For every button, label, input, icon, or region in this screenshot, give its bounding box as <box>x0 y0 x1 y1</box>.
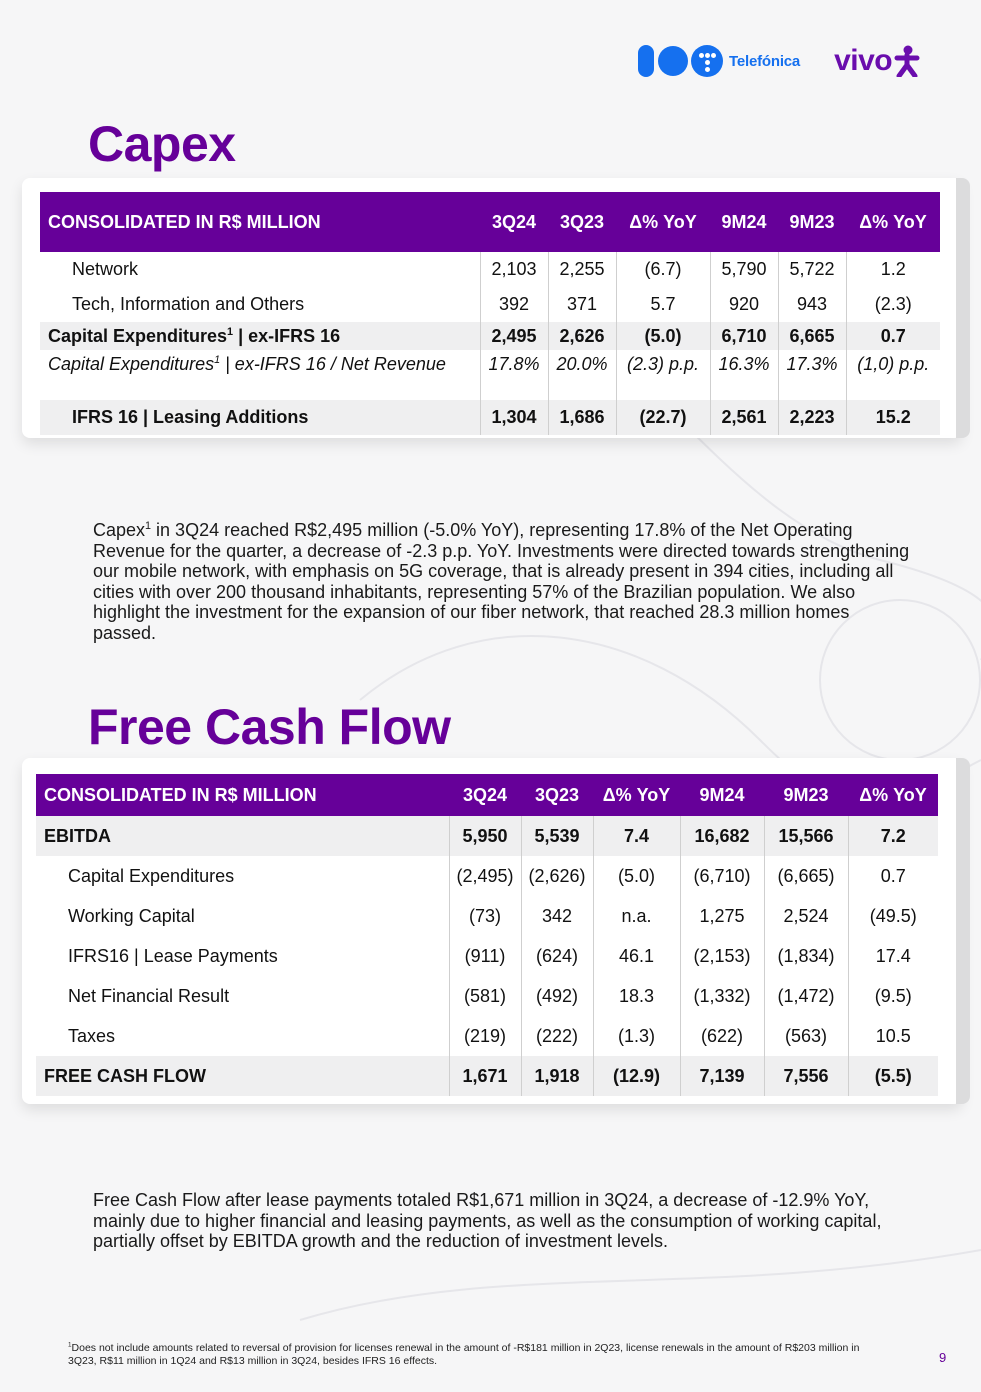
table-row <box>36 896 938 936</box>
cell: 5,539 <box>521 816 593 856</box>
cell: 1,304 <box>480 400 548 435</box>
cell: 5,790 <box>710 252 778 287</box>
column-header: 9M23 <box>764 774 848 816</box>
footnote: $^1$Does not include amounts related to reversal of provision for licenses renewal in the amount of -R$181 million in 2Q23, license renewals in the amount of R$203 million in 3Q23, R$11 million in 1Q24 and R$13 million in 3Q24, besides IFRS 16 effects. <box>68 1341 860 1367</box>
cell: (492) <box>521 976 593 1016</box>
fcf-description: Free Cash Flow after lease payments totaled R$1,671 million in 3Q24, a decrease of -12.9% YoY, mainly due to higher financial and leasing payments, as well as the consumption of working capital, partially offset by EBITDA growth and the reduction of investment levels. <box>93 1190 882 1251</box>
cell: 5.7 <box>616 287 710 322</box>
capex-header-row <box>40 192 940 252</box>
cell: (2.3) p.p. <box>616 350 710 378</box>
cell: 1,671 <box>449 1056 521 1096</box>
capex-description: Capex$^1$ in 3Q24 reached R$2,495 million (-5.0% YoY), representing 17.8% of the Net Operating Revenue for the quarter, a decrease of -2.3 p.p. YoY. Investments were directed towards strengthening our mobile network, with emphasis on 5G coverage, that is already present in 394 cities, including all cities with over 200 thousand inhabitants, representing 57% of the Brazilian population. We also highlight the investment for the expansion of our fiber network, that reached 28.3 million homes passed. <box>93 520 910 643</box>
column-header: 3Q24 <box>449 774 521 816</box>
vivo-logo-text: vivo <box>834 44 893 77</box>
table-row <box>36 856 938 896</box>
cell: (5.0) <box>593 856 680 896</box>
cell: (1,0) p.p. <box>846 350 940 378</box>
cell: (581) <box>449 976 521 1016</box>
cell: 15,566 <box>764 816 848 856</box>
row-label: FREE CASH FLOW <box>36 1056 449 1096</box>
cell: 46.1 <box>593 936 680 976</box>
row-label: Net Financial Result <box>68 985 230 1006</box>
cell: 920 <box>710 287 778 322</box>
column-header: Δ% YoY <box>593 774 680 816</box>
cell: 0.7 <box>846 322 940 350</box>
cell: 2,626 <box>548 322 616 350</box>
cell: 17.4 <box>848 936 938 976</box>
cell: (1.3) <box>593 1016 680 1056</box>
column-header: 3Q23 <box>521 774 593 816</box>
cell: (6,710) <box>680 856 764 896</box>
cell: 2,255 <box>548 252 616 287</box>
row-label: EBITDA <box>36 816 449 856</box>
column-header: CONSOLIDATED IN R$ MILLION <box>40 192 480 252</box>
table-row <box>40 350 940 378</box>
table-row <box>40 252 940 287</box>
spacer-row <box>40 378 940 400</box>
fcf-header-row <box>36 774 938 816</box>
table-row <box>36 1056 938 1096</box>
cell: 5,722 <box>778 252 846 287</box>
cell: (6,665) <box>764 856 848 896</box>
cell: 371 <box>548 287 616 322</box>
cell: 342 <box>521 896 593 936</box>
cell: 6,710 <box>710 322 778 350</box>
cell: 10.5 <box>848 1016 938 1056</box>
cell: (1,834) <box>764 936 848 976</box>
cell: (12.9) <box>593 1056 680 1096</box>
cell: 17.3% <box>778 350 846 378</box>
cell: 18.3 <box>593 976 680 1016</box>
cell: (222) <box>521 1016 593 1056</box>
table-row <box>40 400 940 435</box>
cell: (5.0) <box>616 322 710 350</box>
cell: 20.0% <box>548 350 616 378</box>
cell: 2,495 <box>480 322 548 350</box>
cell: 15.2 <box>846 400 940 435</box>
column-header: Δ% YoY <box>846 192 940 252</box>
row-label: Capital Expenditures <box>68 865 235 886</box>
row-label: Tech, Information and Others <box>72 294 305 314</box>
cell: 5,950 <box>449 816 521 856</box>
capex-table-card <box>22 178 962 438</box>
cell: 6,665 <box>778 322 846 350</box>
cell: (624) <box>521 936 593 976</box>
cell: 7,556 <box>764 1056 848 1096</box>
vivo-logo <box>834 44 920 78</box>
cell: (5.5) <box>848 1056 938 1096</box>
telefonica-logo-text: Telefónica <box>729 52 801 70</box>
cell: (2,626) <box>521 856 593 896</box>
column-header: 3Q24 <box>480 192 548 252</box>
cell: 1,918 <box>521 1056 593 1096</box>
column-header: 3Q23 <box>548 192 616 252</box>
cell: 2,103 <box>480 252 548 287</box>
cell: 0.7 <box>848 856 938 896</box>
column-header: Δ% YoY <box>616 192 710 252</box>
capex-table <box>40 192 940 435</box>
cell: (1,472) <box>764 976 848 1016</box>
cell: (911) <box>449 936 521 976</box>
fcf-table-card <box>22 758 962 1104</box>
row-label: Network <box>72 259 139 279</box>
cell: (563) <box>764 1016 848 1056</box>
cell: 7.2 <box>848 816 938 856</box>
cell: 1,275 <box>680 896 764 936</box>
column-header: 9M24 <box>680 774 764 816</box>
cell: n.a. <box>593 896 680 936</box>
table-row <box>36 976 938 1016</box>
capex-title: Capex <box>88 116 236 172</box>
cell: (2,495) <box>449 856 521 896</box>
column-header: 9M24 <box>710 192 778 252</box>
100-years-logo-icon <box>638 45 723 77</box>
header-logos <box>638 44 920 78</box>
cell: 17.8% <box>480 350 548 378</box>
cell: (73) <box>449 896 521 936</box>
cell: (2,153) <box>680 936 764 976</box>
vivo-figure-icon <box>894 45 920 77</box>
cell: 16.3% <box>710 350 778 378</box>
cell: (1,332) <box>680 976 764 1016</box>
row-label: Capital Expenditures$^1$ | ex-IFRS 16 <box>40 322 480 350</box>
cell: 16,682 <box>680 816 764 856</box>
cell: (219) <box>449 1016 521 1056</box>
cell: 2,223 <box>778 400 846 435</box>
cell: 2,561 <box>710 400 778 435</box>
cell: 943 <box>778 287 846 322</box>
column-header: 9M23 <box>778 192 846 252</box>
row-label: Capital Expenditures$^1$ | ex-IFRS 16 / Net Revenue <box>48 353 446 374</box>
row-label: Taxes <box>68 1025 116 1046</box>
row-label: IFRS16 | Lease Payments <box>68 945 278 966</box>
cell: (9.5) <box>848 976 938 1016</box>
column-header: Δ% YoY <box>848 774 938 816</box>
cell: 7,139 <box>680 1056 764 1096</box>
row-label: Working Capital <box>68 905 195 926</box>
table-row <box>36 1016 938 1056</box>
table-row <box>40 322 940 350</box>
column-header: CONSOLIDATED IN R$ MILLION <box>36 774 449 816</box>
cell: 2,524 <box>764 896 848 936</box>
table-row <box>36 816 938 856</box>
telefonica-icon <box>691 45 723 77</box>
table-row <box>36 936 938 976</box>
cell: (49.5) <box>848 896 938 936</box>
table-row <box>40 287 940 322</box>
page-number: 9 <box>939 1350 947 1365</box>
cell: 392 <box>480 287 548 322</box>
cell: (22.7) <box>616 400 710 435</box>
cell: (622) <box>680 1016 764 1056</box>
fcf-table <box>36 774 938 1096</box>
row-label: IFRS 16 | Leasing Additions <box>40 400 480 435</box>
cell: 1,686 <box>548 400 616 435</box>
cell: 1.2 <box>846 252 940 287</box>
cell: (2.3) <box>846 287 940 322</box>
free-cash-flow-title: Free Cash Flow <box>88 699 451 755</box>
cell: (6.7) <box>616 252 710 287</box>
cell: 7.4 <box>593 816 680 856</box>
